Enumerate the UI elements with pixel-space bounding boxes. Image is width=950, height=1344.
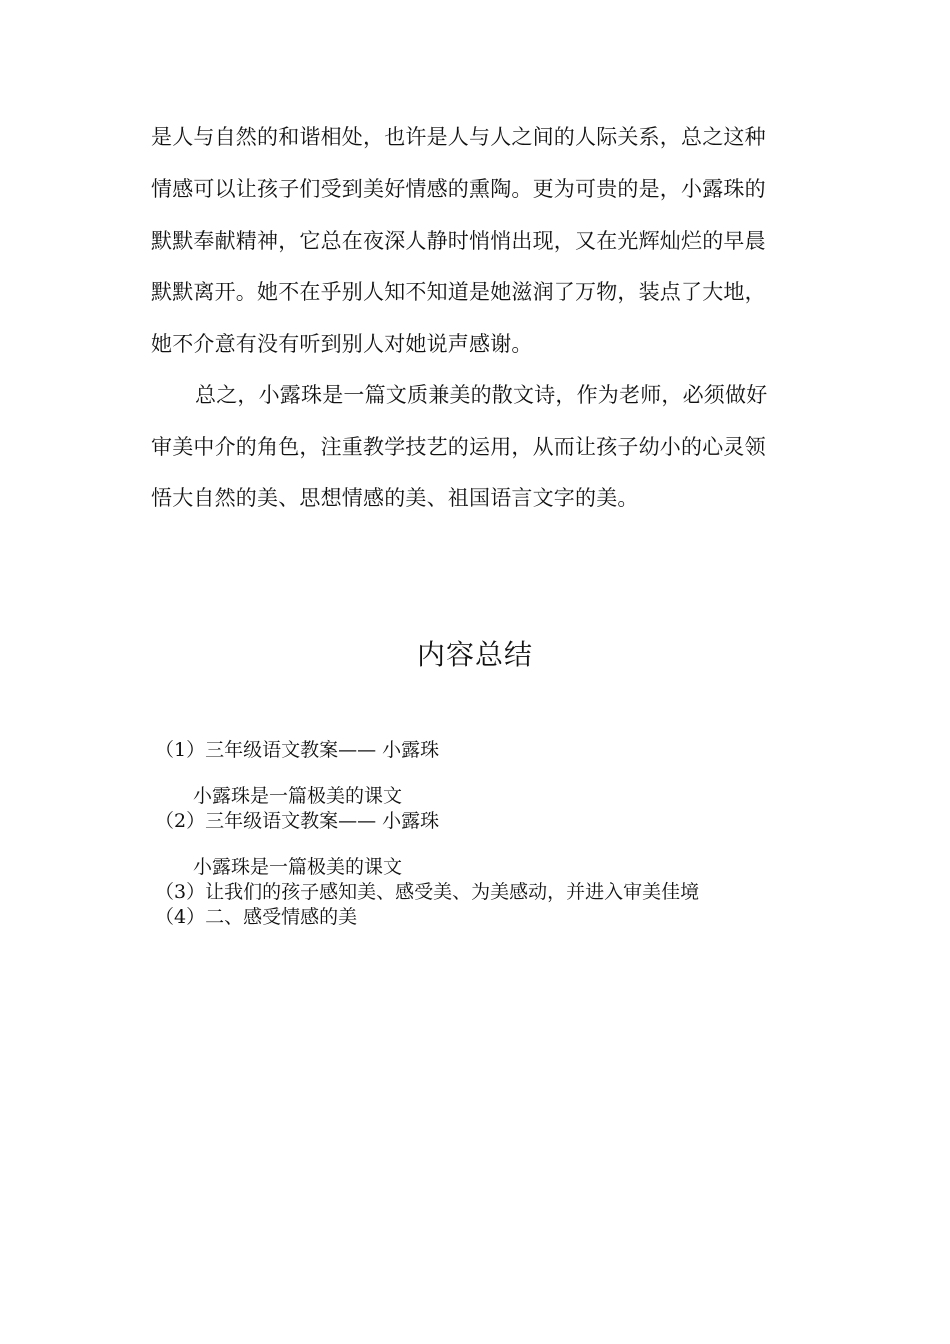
body-line-5: 她不介意有没有听到别人对她说声感谢。 [151, 332, 533, 356]
summary-item-4: （4）二、感受情感的美 [155, 906, 358, 928]
summary-item-2-detail: 小露珠是一篇极美的课文 [193, 856, 403, 878]
body-line-4: 默默离开。她不在乎别人知不知道是她滋润了万物，装点了大地， [151, 280, 766, 304]
summary-item-1-detail: 小露珠是一篇极美的课文 [193, 785, 403, 807]
body-line-3: 默默奉献精神，它总在夜深人静时悄悄出现，又在光辉灿烂的早晨 [151, 229, 766, 253]
body-line-8: 悟大自然的美、思想情感的美、祖国语言文字的美。 [151, 486, 639, 510]
summary-item-3: （3）让我们的孩子感知美、感受美、为美感动，并进入审美佳境 [155, 881, 700, 903]
summary-item-1: （1）三年级语文教案—— 小露珠 [155, 739, 440, 761]
summary-title: 内容总结 [416, 638, 533, 671]
summary-item-2: （2）三年级语文教案—— 小露珠 [155, 810, 440, 832]
body-line-2: 情感可以让孩子们受到美好情感的熏陶。更为可贵的是，小露珠的 [151, 177, 766, 201]
body-line-7: 审美中介的角色，注重教学技艺的运用，从而让孩子幼小的心灵领 [151, 435, 766, 459]
body-line-1: 是人与自然的和谐相处，也许是人与人之间的人际关系，总之这种 [151, 125, 766, 149]
body-line-6: 总之，小露珠是一篇文质兼美的散文诗，作为老师，必须做好 [195, 383, 768, 407]
